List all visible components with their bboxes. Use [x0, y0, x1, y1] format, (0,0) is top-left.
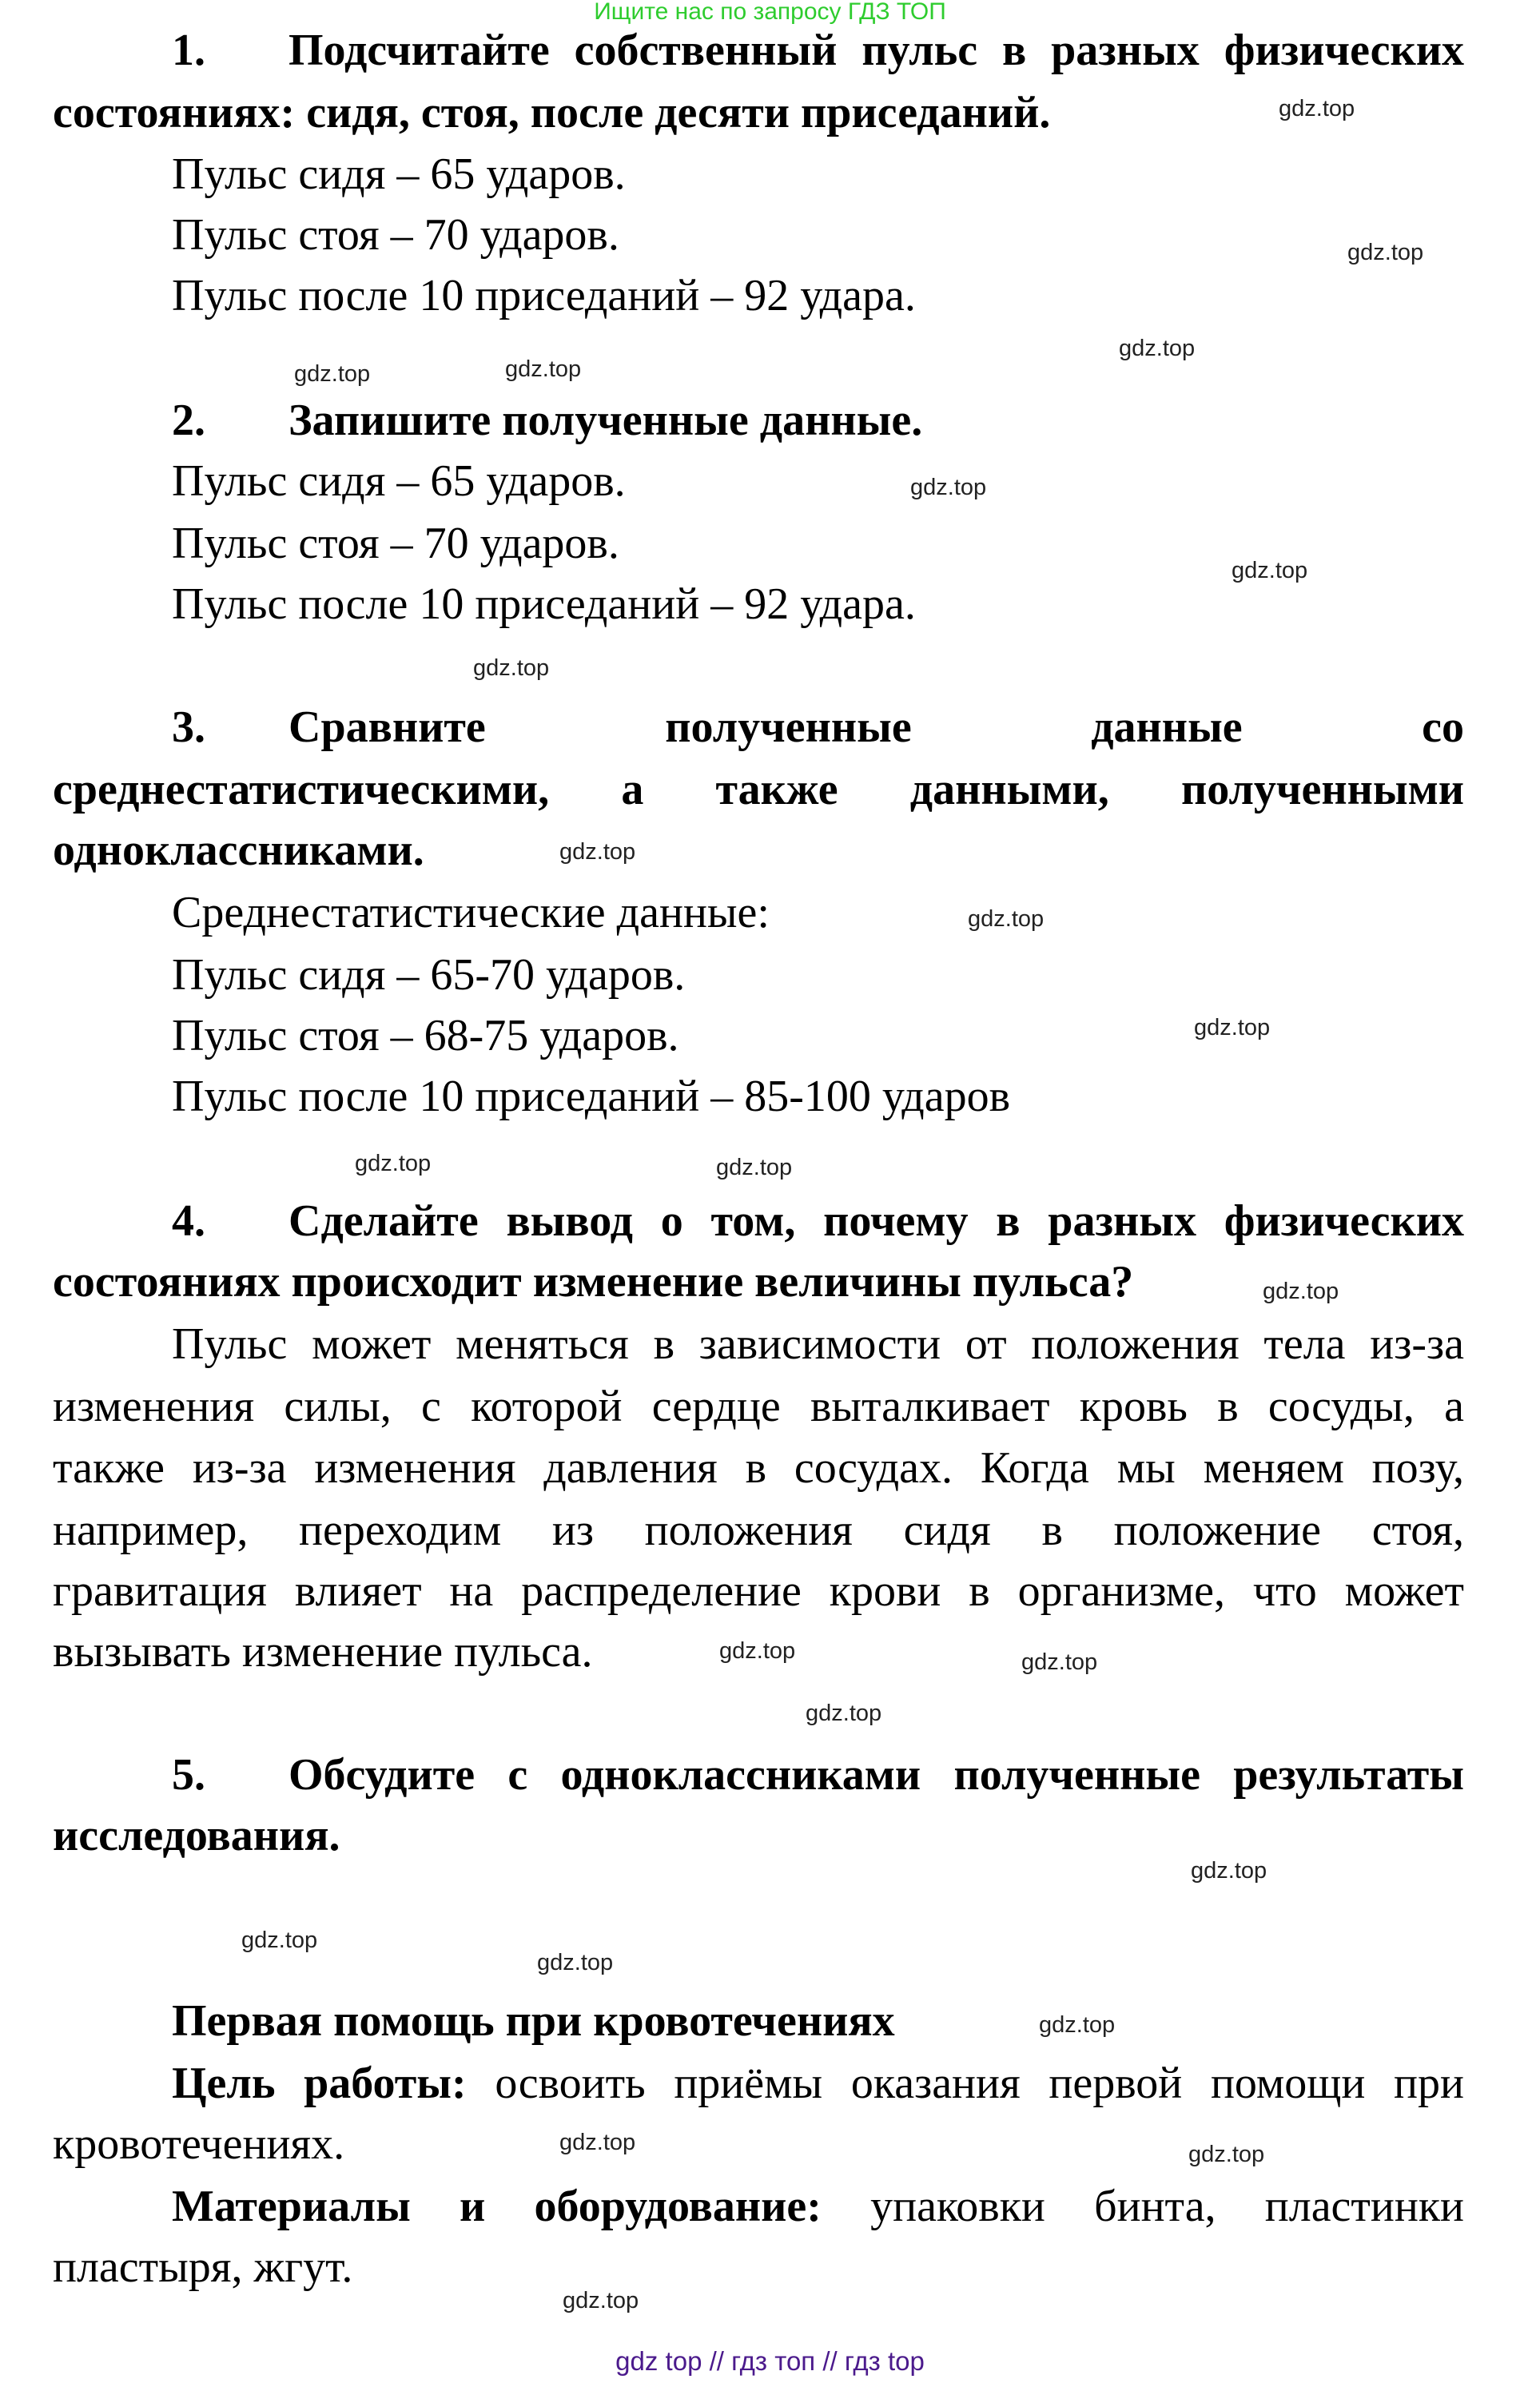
text: Среднестатистические данные: — [172, 888, 770, 937]
bold-text: Цель работы: — [172, 2059, 467, 2108]
text-line — [53, 2242, 352, 2292]
task-heading — [289, 702, 1464, 752]
item-number: 5. — [172, 1750, 205, 1800]
item-number: 3. — [172, 702, 205, 752]
bold-text: Материалы и оборудование: — [172, 2182, 822, 2231]
text: Пульс после 10 приседаний – 92 удара. — [172, 579, 916, 629]
text-line — [172, 456, 626, 506]
text-line — [53, 765, 1464, 814]
text: гравитация влияет на распределение крови в организме, что может — [53, 1566, 1464, 1616]
watermark: gdz.top — [1194, 1015, 1271, 1040]
text: Пульс сидя – 65 ударов. — [172, 149, 626, 199]
text: Пульс после 10 приседаний – 85-100 ударов — [172, 1072, 1011, 1121]
item-number: 4. — [172, 1196, 205, 1246]
watermark: gdz.top — [537, 1950, 614, 1975]
text: например, переходим из положения сидя в положение стоя, — [53, 1506, 1464, 1555]
watermark: gdz.top — [910, 475, 987, 500]
bold-text: Обсудите с одноклассниками полученные результаты — [289, 1750, 1464, 1800]
text-line — [172, 2182, 1464, 2231]
text-line — [53, 1566, 1464, 1616]
text: также из-за изменения давления в сосудах. Когда мы меняем позу, — [53, 1443, 1464, 1493]
text: упаковки бинта, пластинки — [821, 2182, 1464, 2231]
watermark: gdz.top — [1232, 558, 1308, 583]
item-number: 2. — [172, 396, 205, 445]
watermark: gdz.top — [1021, 1649, 1098, 1675]
text: пластыря, жгут. — [53, 2242, 353, 2292]
text: вызывать изменение пульса. — [53, 1627, 593, 1677]
text-line — [53, 1382, 1464, 1431]
watermark: gdz.top — [1119, 336, 1196, 361]
text: изменения силы, с которой сердце выталкивает кровь в сосуды, а — [53, 1382, 1464, 1431]
text: Пульс может меняться в зависимости от положения тела из-за — [172, 1319, 1464, 1369]
task-heading — [289, 1750, 1464, 1800]
text-line — [53, 2119, 344, 2169]
watermark: gdz.top — [1039, 2012, 1116, 2038]
bold-text: состояниях происходит изменение величины пульса? — [53, 1257, 1134, 1307]
text-line — [53, 1443, 1464, 1493]
watermark: gdz.top — [1188, 2142, 1265, 2167]
text-line — [172, 888, 770, 937]
text-line — [172, 1996, 895, 2046]
watermark: gdz.top — [1191, 1858, 1267, 1884]
text-line — [172, 210, 619, 260]
text: Пульс стоя – 70 ударов. — [172, 519, 619, 568]
watermark: gdz.top — [505, 356, 582, 382]
bold-text: исследования. — [53, 1811, 340, 1860]
text-line — [172, 149, 626, 199]
watermark: gdz.top — [294, 361, 371, 387]
watermark: gdz.top — [473, 655, 550, 681]
watermark: gdz.top — [563, 2288, 639, 2313]
bold-text: среднестатистическими, а также данными, полученными — [53, 765, 1464, 814]
watermark: gdz.top — [559, 839, 636, 865]
text-line — [53, 825, 424, 875]
watermark: gdz.top — [355, 1151, 432, 1176]
text-line — [172, 950, 685, 1000]
text: освоить приёмы оказания первой помощи при — [466, 2059, 1464, 2108]
text: Пульс стоя – 70 ударов. — [172, 210, 619, 260]
text-line — [53, 1257, 1133, 1307]
text: Пульс сидя – 65 ударов. — [172, 456, 626, 506]
watermark: gdz.top — [968, 906, 1045, 932]
text-line — [172, 271, 916, 320]
text-line — [53, 1506, 1464, 1555]
text-line — [53, 1811, 340, 1860]
text: Пульс стоя – 68-75 ударов. — [172, 1011, 679, 1060]
task-heading — [289, 396, 922, 445]
task-heading — [289, 1196, 1464, 1246]
watermark: gdz.top — [1279, 96, 1355, 121]
bold-text: Сравните полученные данные со — [289, 702, 1464, 752]
bold-text: состояниях: сидя, стоя, после десяти приседаний. — [53, 88, 1051, 137]
watermark: gdz.top — [1263, 1279, 1339, 1304]
watermark: gdz.top — [716, 1155, 793, 1180]
text-line — [53, 88, 1050, 137]
bold-text: Запишите полученные данные. — [289, 396, 923, 445]
text: Пульс сидя – 65-70 ударов. — [172, 950, 686, 1000]
watermark: gdz.top — [241, 1927, 318, 1953]
text: Пульс после 10 приседаний – 92 удара. — [172, 271, 916, 320]
search-banner: Ищите нас по запросу ГДЗ ТОП — [594, 0, 946, 25]
watermark: gdz.top — [559, 2130, 636, 2155]
bold-text: Сделайте вывод о том, почему в разных физических — [289, 1196, 1464, 1246]
text-line — [172, 1011, 679, 1060]
text-line — [172, 2059, 1464, 2108]
item-number: 1. — [172, 26, 205, 75]
watermark: gdz.top — [719, 1638, 796, 1664]
watermark: gdz.top — [806, 1701, 882, 1726]
text-line — [172, 1319, 1464, 1369]
text: кровотечениях. — [53, 2119, 345, 2169]
footer-banner: gdz top // гдз топ // гдз top — [615, 2346, 925, 2376]
bold-text: Подсчитайте собственный пульс в разных физических — [289, 26, 1464, 75]
text-line — [172, 579, 916, 629]
text-line — [53, 1627, 593, 1677]
text-line — [172, 519, 619, 568]
task-heading — [289, 26, 1464, 75]
text-line — [172, 1072, 1010, 1121]
bold-text: Первая помощь при кровотечениях — [172, 1996, 895, 2046]
watermark: gdz.top — [1347, 240, 1424, 265]
bold-text: одноклассниками. — [53, 825, 424, 875]
